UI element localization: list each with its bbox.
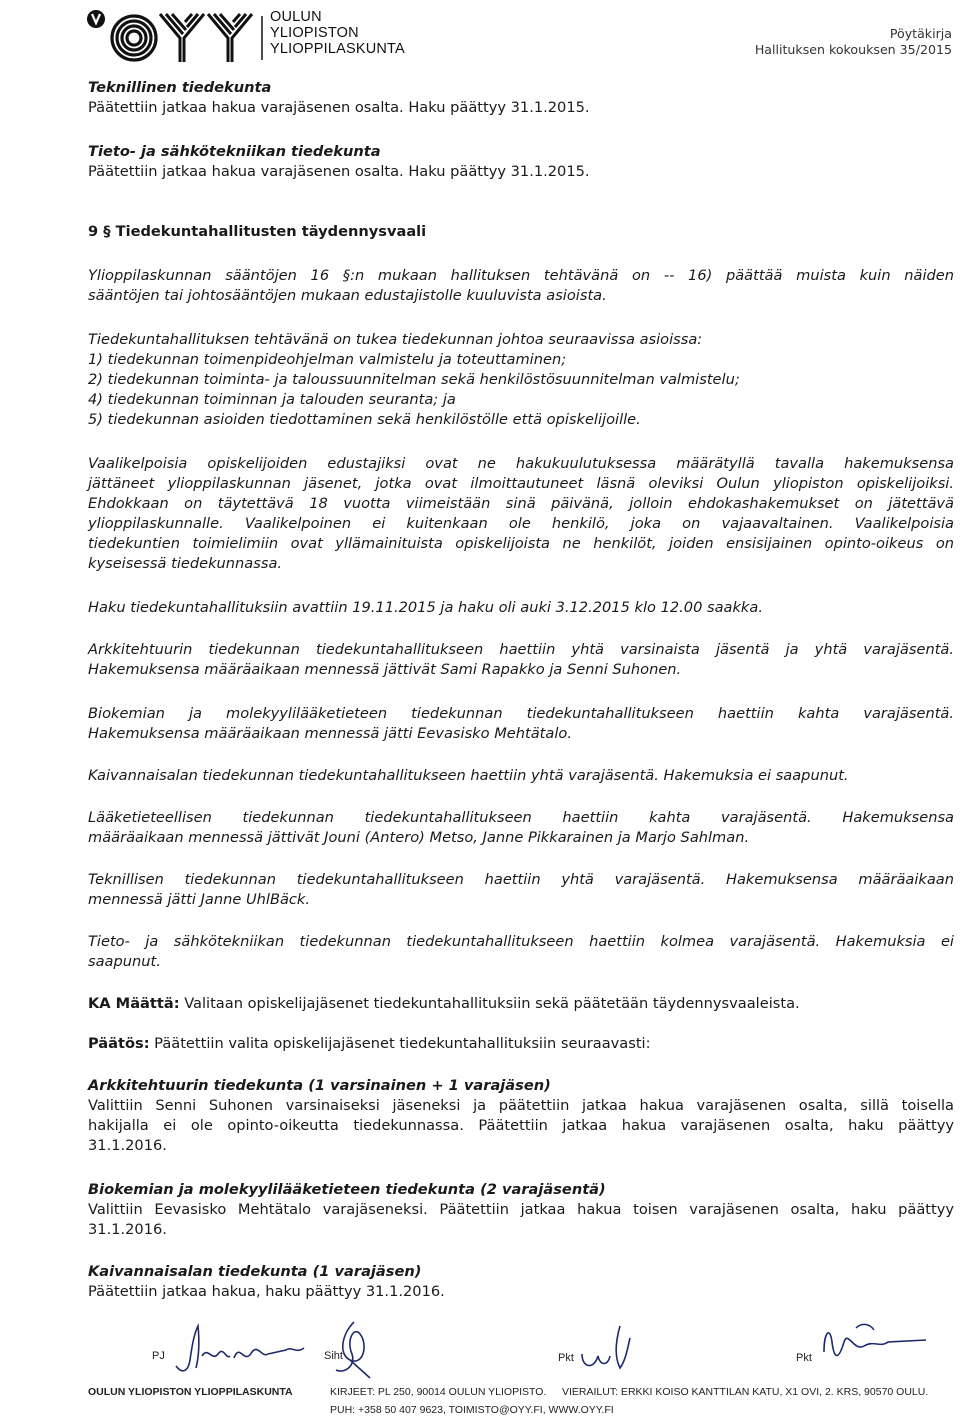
paragraph-rules [88,266,954,306]
decision-text: Päätettiin valita opiskelijajäsenet tiedekuntahallituksiin seuraavasti: [154,1035,651,1052]
faculty-heading: Arkkitehtuurin tiedekunta (1 varsinainen + 1 varajäsen) [88,1077,551,1094]
footer-address: KIRJEET: PL 250, 90014 OULUN YLIOPISTO. [330,1386,547,1398]
text-line: jättäneet ylioppilaskunnan jäsenet, jotka ovat ilmoittautuneet läsnä oleviksi Oulun yliopiston opiskelijoiksi. [88,475,954,492]
text-line: Vaalikelpoisia opiskelijoiden edustajiksi ovat ne hakukuulutuksessa määrätyllä tavalla hakemuksensa [88,455,954,472]
paragraph-kaivannaisala: Kaivannaisalan tiedekunnan tiedekuntahallitukseen haettiin yhtä varajäsentä. Hakemuksia ei saapunut. [88,767,849,784]
footer-org: OULUN YLIOPISTON YLIOPPILASKUNTA [88,1386,293,1398]
signature-row [0,1326,960,1382]
faculty-heading: Tieto- ja sähkötekniikan tiedekunta [88,143,381,160]
text-line: Teknillisen tiedekunnan tiedekuntahallitukseen haettiin yhtä varajäsentä. Hakemuksensa määräaikaan [88,871,954,888]
faculty-text: Päätettiin jatkaa hakua varajäsenen osalta. Haku päättyy 31.1.2015. [88,99,590,116]
proposal-text: Valitaan opiskelijajäsenet tiedekuntahallituksiin sekä päätetään täydennysvaaleista. [184,995,800,1012]
text-line: Biokemian ja molekyylilääketieteen tiedekunnan tiedekuntahallitukseen haettiin kahta varajäsentä. [88,705,954,722]
signature-label-siht: Siht [324,1350,343,1362]
text-line: Ehdokkaan on täytettävä 18 vuotta viimeistään sinä päivänä, jolloin ehdokashakemukset on jätettävä [88,495,954,512]
section-tieto [88,142,954,182]
meeting-number: Hallituksen kokouksen 35/2015 [754,42,952,57]
proposal-label: KA Määttä: [88,995,180,1012]
doc-type: Pöytäkirja [889,26,952,41]
org-line-3: YLIOPPILASKUNTA [270,41,405,57]
org-line-2: YLIOPISTON [270,25,359,41]
text-line: 5) tiedekunnan asioiden tiedottaminen sekä henkilöstölle että opiskelijoille. [88,411,641,428]
paragraph-eligibility [88,454,954,574]
signature-siht-icon [324,1314,384,1386]
text-line: Hakemuksensa määräaikaan mennessä jätti Eevasisko Mehtätalo. [88,725,572,742]
text-line: 1) tiedekunnan toimenpideohjelman valmistelu ja toteuttaminen; [88,351,567,368]
org-line-1: OULUN [270,9,322,25]
text-line: Hakemuksensa määräaikaan mennessä jättivät Sami Rapakko ja Senni Suhonen. [88,661,682,678]
text-line: määräaikaan mennessä jättivät Jouni (Antero) Metso, Janne Pikkarainen ja Marjo Sahlman. [88,829,750,846]
text-line: Valittiin Senni Suhonen varsinaiseksi jäseneksi ja päätettiin jatkaa hakua varajäsenen osalta, sillä toisella [88,1097,954,1114]
paragraph-tieto [88,932,954,972]
text-line: Arkkitehtuurin tiedekunnan tiedekuntahallitukseen haettiin yhtä varsinaista jäsentä ja yhtä varajäsentä. [88,641,954,658]
text-line: hakijalla ei ole opinto-oikeutta tiedekunnassa. Päätettiin jatkaa hakua varajäsenen osalta, haku päättyy [88,1117,954,1134]
signature-label-pkt-1: Pkt [558,1352,574,1364]
faculty-heading: Biokemian ja molekyylilääketieteen tiedekunta (2 varajäsentä) [88,1181,606,1198]
signature-pj-icon [168,1316,318,1382]
paragraph-laaketiede [88,808,954,848]
paragraph-tasks [88,330,954,430]
text-line: sääntöjen tai johtosääntöjen mukaan edustajistolle kuuluvista asioista. [88,287,607,304]
text-line: Valittiin Eevasisko Mehtätalo varajäseneksi. Päätettiin jatkaa hakua toisen varajäsenen osalta, haku päättyy [88,1201,954,1218]
footer-contact: PUH: +358 50 407 9623, TOIMISTO@OYY.FI, WWW.OYY.FI [330,1404,614,1416]
paragraph-arkkitehtuuri [88,640,954,680]
faculty-text: Päätettiin jatkaa hakua varajäsenen osalta. Haku päättyy 31.1.2015. [88,163,590,180]
text-line: Ylioppilaskunnan sääntöjen 16 §:n mukaan hallituksen tehtävänä on -- 16) päättää muista kuin näiden [88,267,954,284]
section-title: 9 § Tiedekuntahallitusten täydennysvaali [88,223,427,240]
section-teknillinen [88,78,954,118]
org-name [270,9,405,57]
text-line: tiedekuntien toimielimiin ovat yllämainituista opiskelijoista ne henkilöt, joiden ensisijainen opinto-oikeus on [88,535,954,552]
decision-label: Päätös: [88,1035,150,1052]
text-line: Tieto- ja sähkötekniikan tiedekunnan tiedekuntahallitukseen haettiin kolmea varajäsentä. Hakemuksia ei [88,933,954,950]
decision-arkkitehtuuri [88,1076,954,1156]
text-line: saapunut. [88,953,161,970]
paragraph-biokemia [88,704,954,744]
text-line: Tiedekuntahallituksen tehtävänä on tukea tiedekunnan johtoa seuraavissa asioissa: [88,331,703,348]
signature-label-pkt-2: Pkt [796,1352,812,1364]
text-line: 31.1.2016. [88,1137,167,1154]
text-line: Lääketieteellisen tiedekunnan tiedekuntahallitukseen haettiin kahta varajäsentä. Hakemuksensa [88,809,954,826]
signature-label-pj: PJ [152,1350,165,1362]
text-line: ylioppilaskunnalle. Vaalikelpoinen ei kuitenkaan ole henkilö, joka on vajaavaltainen. Vaalikelpoisia [88,515,954,532]
decision [88,1034,954,1054]
proposal [88,994,954,1014]
text-line: 31.1.2016. [88,1221,167,1238]
paragraph-teknillinen [88,870,954,910]
signature-pkt-1-icon [576,1316,656,1382]
decision-kaivannaisala [88,1262,954,1302]
doc-meta [755,26,952,58]
faculty-heading: Kaivannaisalan tiedekunta (1 varajäsen) [88,1263,422,1280]
signature-pkt-2-icon [816,1312,936,1382]
paragraph-search-period: Haku tiedekuntahallituksiin avattiin 19.11.2015 ja haku oli auki 3.12.2015 klo 12.00 saakka. [88,599,763,616]
text-line: kyseisessä tiedekunnassa. [88,555,283,572]
faculty-heading: Teknillinen tiedekunta [88,79,272,96]
text-line: Päätettiin jatkaa hakua, haku päättyy 31.1.2016. [88,1283,445,1300]
footer-visit: VIERAILUT: ERKKI KOISO KANTTILAN KATU, X1 OVI, 2. KRS, 90570 OULU. [562,1386,929,1398]
text-line: mennessä jätti Janne UhlBäck. [88,891,311,908]
text-line: 2) tiedekunnan toiminta- ja taloussuunnitelman sekä henkilöstösuunnitelman valmistelu; [88,371,740,388]
decision-biokemia [88,1180,954,1240]
text-line: 4) tiedekunnan toiminnan ja talouden seuranta; ja [88,391,456,408]
